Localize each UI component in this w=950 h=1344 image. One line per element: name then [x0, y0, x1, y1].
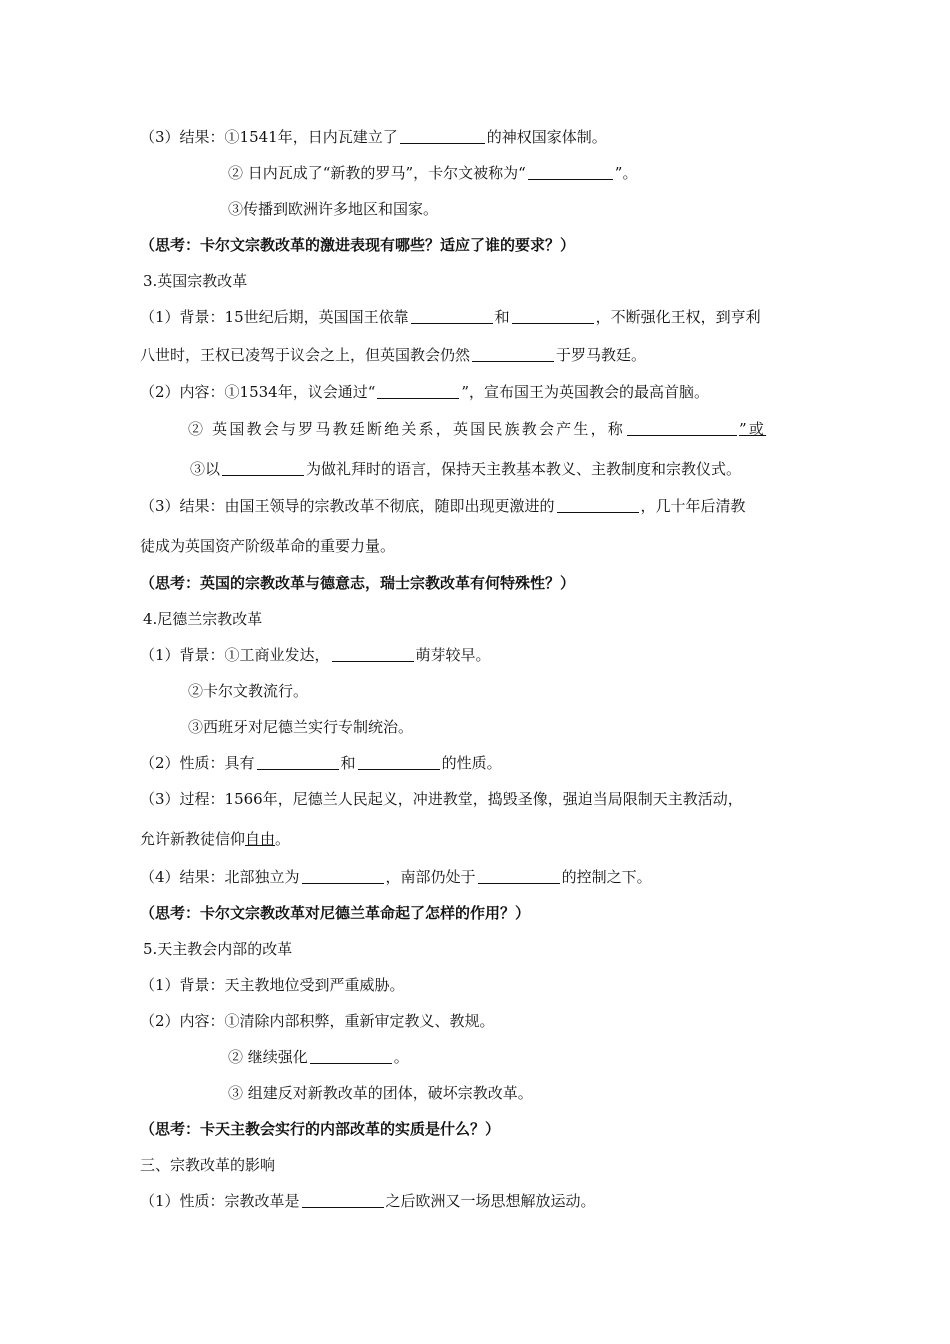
- text: 。: [275, 830, 291, 848]
- process-line-1: （3）过程：1566年，尼德兰人民起义，冲进教堂，捣毁圣像，强迫当局限制天主教活动，: [140, 790, 743, 808]
- text: 的神权国家体制。: [486, 128, 607, 146]
- text: 和: [494, 308, 510, 326]
- text: 为做礼拜时的语言，保持天主教基本教义、主教制度和宗教仪式。: [306, 460, 742, 478]
- text: ，南部仍处于: [385, 868, 476, 886]
- text: （2）性质：具有: [140, 754, 255, 772]
- nature-line: [140, 753, 502, 773]
- text: ，几十年后清教: [640, 497, 746, 515]
- text: 允许新教徒信仰: [140, 830, 246, 848]
- fill-blank[interactable]: [528, 164, 613, 180]
- text: 自由: [245, 830, 276, 848]
- background-line-6: （1）背景：天主教地位受到严重威胁。: [140, 976, 405, 994]
- fill-blank[interactable]: [557, 497, 639, 513]
- text: ② 日内瓦成了“新教的罗马”，卡尔文被称为“: [228, 164, 526, 182]
- content-line-4: （2）内容：①清除内部积弊，重新审定教义、教规。: [140, 1012, 495, 1030]
- content-line-5: [228, 1047, 409, 1067]
- section-heading-5: 5.天主教会内部的改革: [143, 940, 293, 958]
- result-line-5: 徒成为英国资产阶级革命的重要力量。: [140, 537, 396, 555]
- fill-blank[interactable]: [478, 868, 560, 884]
- text: 的控制之下。: [561, 868, 652, 886]
- text: （4）结果：北部独立为: [140, 868, 300, 886]
- fill-blank[interactable]: [512, 308, 594, 324]
- text: 之后欧洲又一场思想解放运动。: [385, 1192, 596, 1210]
- content-line-3: [190, 459, 741, 479]
- fill-blank[interactable]: [472, 346, 554, 362]
- result-line-4: [140, 496, 746, 516]
- impact-line-1: [140, 1191, 596, 1211]
- section-heading-impact: 三、宗教改革的影响: [140, 1156, 276, 1174]
- content-line-1: [140, 382, 709, 402]
- text: 于罗马教廷。: [556, 346, 647, 364]
- content-line-2: [188, 419, 766, 439]
- background-line-5: ③西班牙对尼德兰实行专制统治。: [188, 718, 414, 736]
- fill-blank[interactable]: [257, 754, 339, 770]
- fill-blank[interactable]: [627, 420, 737, 436]
- fill-blank[interactable]: [358, 754, 440, 770]
- text: 和: [340, 754, 356, 772]
- text: ”，宣布国王为英国教会的最高首脑。: [461, 383, 710, 401]
- think-question-4: （思考：卡天主教会实行的内部改革的实质是什么？）: [140, 1120, 501, 1138]
- text: ③以: [190, 460, 221, 478]
- text: ② 英国教会与罗马教廷断绝关系，英国民族教会产生，称: [188, 420, 625, 438]
- section-heading-3: 3.英国宗教改革: [143, 272, 248, 290]
- result-line-1: [140, 127, 607, 147]
- think-question-1: （思考：卡尔文宗教改革的激进表现有哪些？适应了谁的要求？）: [140, 236, 576, 254]
- text: ，不断强化王权，到亨利: [595, 308, 761, 326]
- text: （2）内容：①1534年，议会通过“: [140, 383, 376, 401]
- fill-blank[interactable]: [332, 646, 414, 662]
- text: 八世时，王权已凌驾于议会之上，但英国教会仍然: [140, 346, 471, 364]
- fill-blank[interactable]: [400, 128, 485, 144]
- result-line-3: ③传播到欧洲许多地区和国家。: [228, 200, 439, 218]
- think-question-3: （思考：卡尔文宗教改革对尼德兰革命起了怎样的作用？）: [140, 904, 531, 922]
- text: ② 继续强化: [228, 1048, 308, 1066]
- background-line-3: [140, 645, 491, 665]
- result-line-6: [140, 867, 652, 887]
- text: 的性质。: [441, 754, 502, 772]
- fill-blank[interactable]: [377, 383, 459, 399]
- fill-blank[interactable]: [302, 868, 384, 884]
- text: 。: [393, 1048, 409, 1066]
- fill-blank[interactable]: [222, 460, 304, 476]
- background-line-4: ②卡尔文教流行。: [188, 682, 309, 700]
- fill-blank[interactable]: [411, 308, 493, 324]
- text: （1）背景：15世纪后期，英国国王依靠: [140, 308, 409, 326]
- result-line-2: [228, 163, 637, 183]
- content-line-6: ③ 组建反对新教改革的团体，破坏宗教改革。: [228, 1084, 533, 1102]
- text: ”或: [738, 420, 767, 438]
- text: ”。: [614, 164, 638, 182]
- text: （1）背景：①工商业发达，: [140, 646, 330, 664]
- text: 萌芽较早。: [415, 646, 491, 664]
- background-line-1: [140, 307, 761, 327]
- fill-blank[interactable]: [302, 1192, 384, 1208]
- section-heading-4: 4.尼德兰宗教改革: [143, 610, 263, 628]
- process-line-2: [140, 829, 290, 849]
- text: （3）结果：①1541年，日内瓦建立了: [140, 128, 398, 146]
- think-question-2: （思考：英国的宗教改革与德意志，瑞士宗教改革有何特殊性？）: [140, 574, 576, 592]
- fill-blank[interactable]: [310, 1048, 392, 1064]
- background-line-2: [140, 345, 646, 365]
- text: （3）结果：由国王领导的宗教改革不彻底，随即出现更激进的: [140, 497, 555, 515]
- text: （1）性质：宗教改革是: [140, 1192, 300, 1210]
